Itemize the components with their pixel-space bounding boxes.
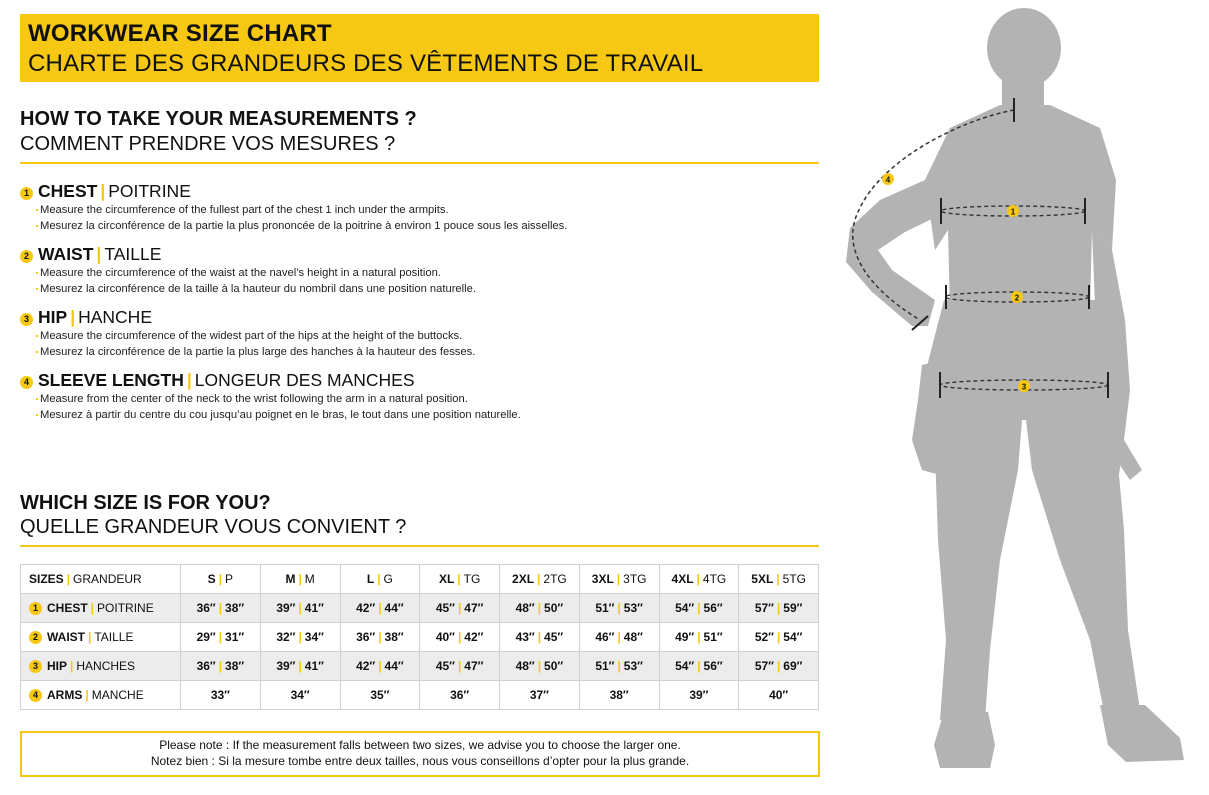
table-cell: 38″ — [579, 681, 659, 710]
number-badge: 2 — [29, 631, 42, 644]
table-cell: 57″ | 69″ — [739, 652, 819, 681]
row-label: 1 CHEST | POITRINE — [21, 594, 181, 623]
note-line-en: Please note : If the measurement falls between two sizes, we advise you to choose the larger one. — [159, 738, 681, 752]
size-column-header: 2XL | 2TG — [500, 565, 580, 594]
measure-item-heading — [20, 180, 810, 202]
measure-desc-en: Measure the circumference of the widest part of the hips at the height of the buttocks. — [20, 328, 810, 344]
table-row — [21, 623, 819, 652]
note-box — [20, 731, 820, 777]
which-size-heading: WHICH SIZE IS FOR YOU? — [20, 492, 271, 514]
table-cell: 45″ | 47″ — [420, 652, 500, 681]
separator: | — [100, 181, 106, 201]
table-cell: 54″ | 56″ — [659, 652, 739, 681]
table-cell: 46″ | 48″ — [579, 623, 659, 652]
measure-desc-fr: Mesurez la circonférence de la partie la plus prononcée de la poitrine à environ 1 pouce sous les aisselles. — [20, 218, 810, 234]
page-title: WORKWEAR SIZE CHART — [28, 20, 332, 47]
row-label: 2 WAIST | TAILLE — [21, 623, 181, 652]
table-cell: 45″ | 47″ — [420, 594, 500, 623]
size-column-header: L | G — [340, 565, 420, 594]
table-cell: 36″ | 38″ — [181, 594, 261, 623]
table-cell: 37″ — [500, 681, 580, 710]
measure-label-en: SLEEVE LENGTH — [38, 370, 184, 390]
marker-2 — [1011, 291, 1023, 303]
table-cell: 34″ — [260, 681, 340, 710]
table-cell: 42″ | 44″ — [340, 652, 420, 681]
measure-desc-en: Measure the circumference of the fullest part of the chest 1 inch under the armpits. — [20, 202, 810, 218]
table-row — [21, 594, 819, 623]
table-cell: 39″ — [659, 681, 739, 710]
measure-item-heading — [20, 306, 810, 328]
marker-3 — [1018, 380, 1030, 392]
separator: | — [186, 370, 192, 390]
size-divider — [20, 545, 819, 547]
size-column-header: XL | TG — [420, 565, 500, 594]
measure-label-fr: POITRINE — [108, 181, 191, 201]
number-badge: 3 — [20, 313, 33, 326]
table-cell: 52″ | 54″ — [739, 623, 819, 652]
page-title-fr: CHARTE DES GRANDEURS DES VÊTEMENTS DE TRAVAIL — [28, 50, 704, 77]
measure-item-heading — [20, 369, 810, 391]
measure-label-en: WAIST — [38, 244, 94, 264]
number-badge: 1 — [20, 187, 33, 200]
table-cell: 39″ | 41″ — [260, 652, 340, 681]
marker-1 — [1007, 205, 1019, 217]
svg-text:2: 2 — [1014, 293, 1020, 303]
title-banner — [20, 14, 819, 82]
table-cell: 49″ | 51″ — [659, 623, 739, 652]
table-cell: 51″ | 53″ — [579, 594, 659, 623]
separator: | — [70, 307, 76, 327]
measure-heading-fr: COMMENT PRENDRE VOS MESURES ? — [20, 133, 396, 155]
number-badge: 1 — [29, 602, 42, 615]
measure-item — [20, 243, 810, 297]
table-cell: 48″ | 50″ — [500, 652, 580, 681]
measure-label-en: HIP — [38, 307, 68, 327]
table-cell: 36″ — [420, 681, 500, 710]
table-header-row — [21, 565, 819, 594]
table-cell: 40″ | 42″ — [420, 623, 500, 652]
measure-heading: HOW TO TAKE YOUR MEASUREMENTS ? — [20, 108, 417, 130]
measure-divider — [20, 162, 819, 164]
measure-desc-en: Measure the circumference of the waist at the navel’s height in a natural position. — [20, 265, 810, 281]
number-badge: 4 — [29, 689, 42, 702]
table-cell: 40″ — [739, 681, 819, 710]
table-cell: 32″ | 34″ — [260, 623, 340, 652]
table-cell: 36″ | 38″ — [340, 623, 420, 652]
table-cell: 36″ | 38″ — [181, 652, 261, 681]
svg-text:1: 1 — [1010, 207, 1016, 217]
marker-4 — [882, 173, 894, 185]
measure-desc-fr: Mesurez à partir du centre du cou jusqu’au poignet en le bras, le tout dans une position naturelle. — [20, 407, 810, 423]
separator: | — [96, 244, 102, 264]
table-cell: 35″ — [340, 681, 420, 710]
body-silhouette-figure — [830, 0, 1209, 790]
size-column-header: M | M — [260, 565, 340, 594]
number-badge: 2 — [20, 250, 33, 263]
table-cell: 43″ | 45″ — [500, 623, 580, 652]
measure-desc-en: Measure from the center of the neck to the wrist following the arm in a natural position. — [20, 391, 810, 407]
table-row — [21, 681, 819, 710]
measure-desc-fr: Mesurez la circonférence de la partie la plus large des hanches à la hauteur des fesses. — [20, 344, 810, 360]
measure-label-fr: TAILLE — [104, 244, 162, 264]
table-cell: 57″ | 59″ — [739, 594, 819, 623]
table-cell: 42″ | 44″ — [340, 594, 420, 623]
svg-text:4: 4 — [885, 175, 891, 185]
number-badge: 4 — [20, 376, 33, 389]
row-label: 3 HIP | HANCHES — [21, 652, 181, 681]
row-label: 4 ARMS | MANCHE — [21, 681, 181, 710]
table-cell: 29″ | 31″ — [181, 623, 261, 652]
table-row — [21, 652, 819, 681]
table-cell: 39″ | 41″ — [260, 594, 340, 623]
header-sizes: SIZES | GRANDEUR — [21, 565, 181, 594]
measure-label-fr: LONGEUR DES MANCHES — [194, 370, 415, 390]
note-line-fr: Notez bien : Si la mesure tombe entre deux tailles, nous vous conseillons d’opter pour la plus grande. — [150, 754, 690, 768]
measure-item-heading — [20, 243, 810, 265]
table-cell: 48″ | 50″ — [500, 594, 580, 623]
which-size-heading-fr: QUELLE GRANDEUR VOUS CONVIENT ? — [20, 516, 407, 538]
svg-text:3: 3 — [1021, 382, 1027, 392]
measure-desc-fr: Mesurez la circonférence de la taille à la hauteur du nombril dans une position naturelle. — [20, 281, 810, 297]
table-cell: 51″ | 53″ — [579, 652, 659, 681]
silhouette-svg — [830, 0, 1209, 790]
size-column-header: 3XL | 3TG — [579, 565, 659, 594]
measure-item — [20, 306, 810, 360]
table-cell: 33″ — [181, 681, 261, 710]
size-table — [20, 564, 819, 710]
table-cell: 54″ | 56″ — [659, 594, 739, 623]
size-column-header: S | P — [181, 565, 261, 594]
measure-label-fr: HANCHE — [78, 307, 152, 327]
size-column-header: 5XL | 5TG — [739, 565, 819, 594]
measure-item — [20, 369, 810, 423]
size-column-header: 4XL | 4TG — [659, 565, 739, 594]
measure-label-en: CHEST — [38, 181, 98, 201]
number-badge: 3 — [29, 660, 42, 673]
measure-item — [20, 180, 810, 234]
